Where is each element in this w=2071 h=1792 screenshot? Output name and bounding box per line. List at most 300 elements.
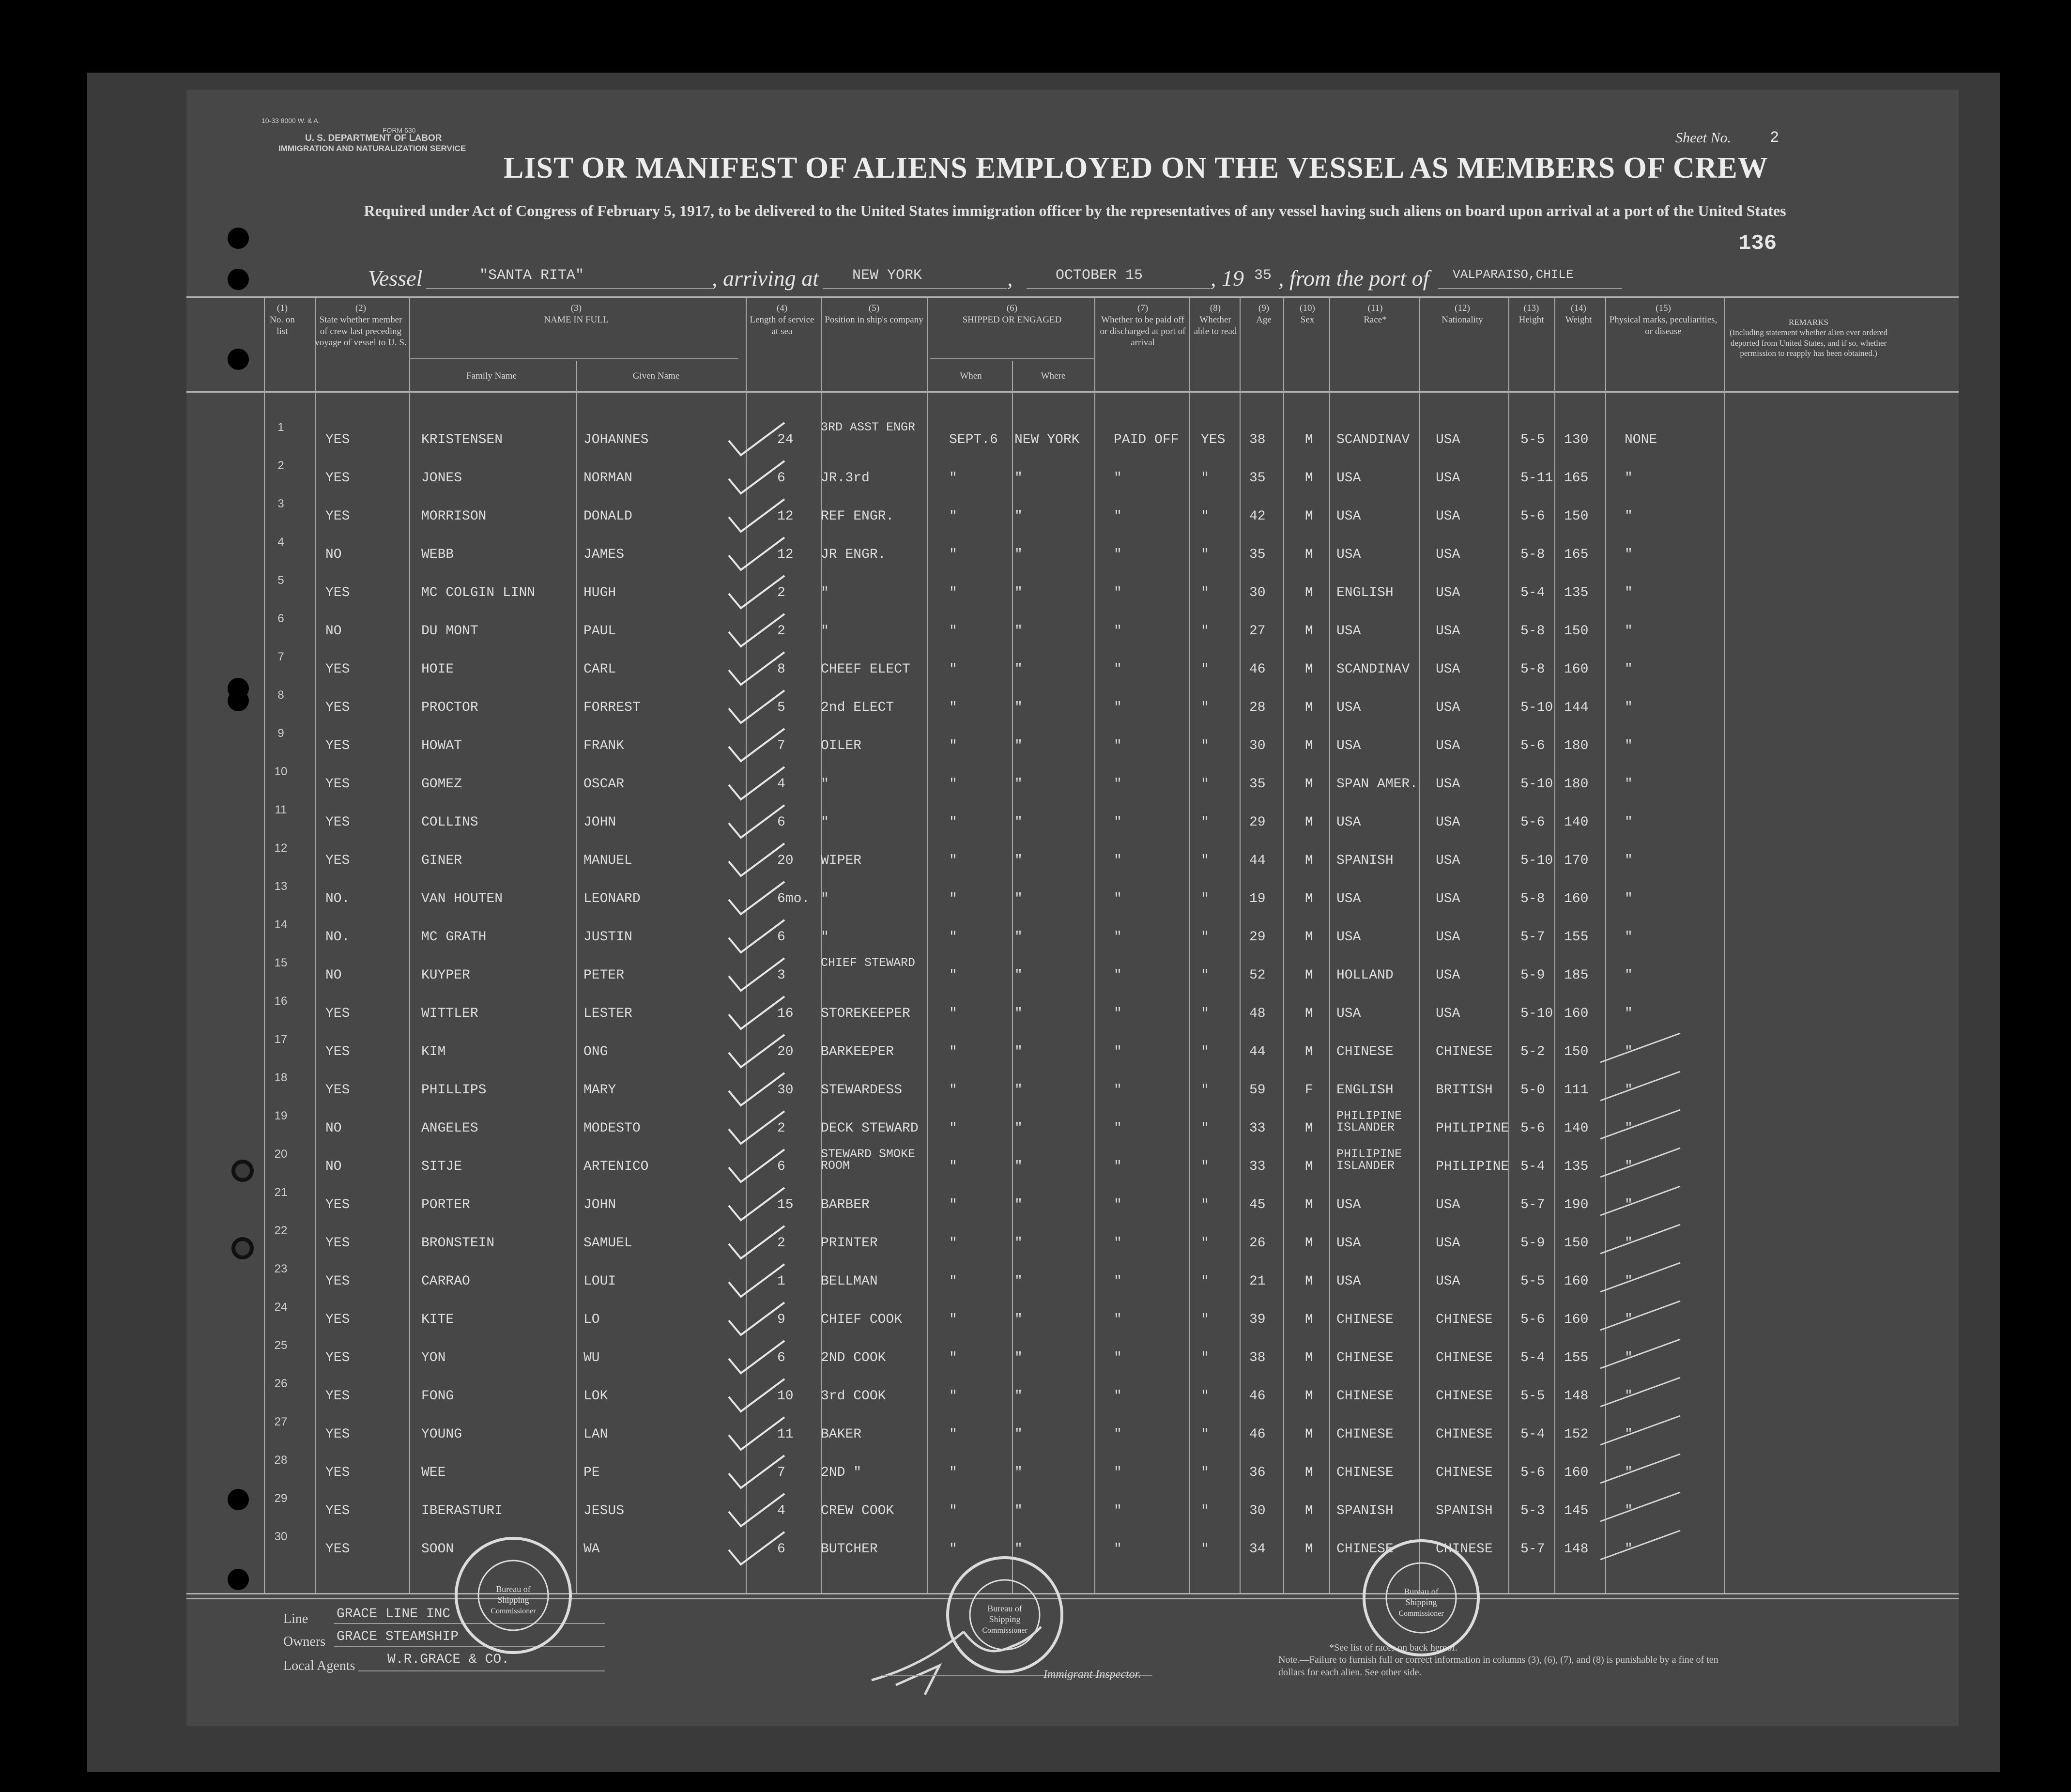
- header-age: (9) Age: [1256, 303, 1272, 325]
- cell-sex: M: [1305, 471, 1313, 486]
- header-prev-voyage: (2) State whether member of crew last preceding voyage of vessel to U. S.: [315, 303, 407, 348]
- cell-race: HOLLAND: [1336, 968, 1394, 983]
- header-able-to-read: (8) Whether able to read: [1194, 303, 1237, 337]
- cell-weight: 145: [1564, 1503, 1589, 1518]
- cell-family: YON: [421, 1350, 446, 1365]
- cell-family: HOWAT: [421, 738, 462, 753]
- sheet-no-label: Sheet No.: [1675, 130, 1731, 146]
- port-of-balboa-stamp: [453, 1535, 574, 1656]
- cell-where: ": [1014, 1465, 1023, 1480]
- cell-where: ": [1014, 1503, 1023, 1518]
- cell-where: ": [1014, 509, 1023, 524]
- cell-when: ": [949, 1350, 957, 1365]
- cell-family: JONES: [421, 471, 462, 486]
- cell-nat: BRITISH: [1436, 1083, 1493, 1098]
- cell-family: KIM: [421, 1044, 446, 1059]
- cell-sex: M: [1305, 1159, 1313, 1174]
- row-number: 16: [274, 995, 288, 1008]
- check-mark-icon: [726, 801, 789, 840]
- cell-height: 5-10: [1520, 853, 1553, 868]
- cell-family: WEBB: [421, 547, 454, 562]
- cell-height: 5-8: [1520, 624, 1545, 639]
- cell-read: ": [1201, 1197, 1209, 1212]
- remark-slash-mark: [1598, 1528, 1685, 1562]
- cell-paid: ": [1114, 471, 1122, 486]
- cell-where: ": [1014, 815, 1023, 830]
- header-nationality: (12) Nationality: [1442, 303, 1483, 325]
- cell-paid: ": [1114, 930, 1122, 945]
- cell-age: 46: [1249, 1427, 1266, 1442]
- table-top-rule: [186, 296, 1959, 298]
- cell-position: REF ENGR.: [821, 509, 894, 524]
- cell-family: KRISTENSEN: [421, 432, 503, 447]
- cell-sex: M: [1305, 1236, 1313, 1251]
- cell-given: PETER: [583, 968, 625, 983]
- underline: [1027, 288, 1211, 289]
- cell-height: 5-0: [1520, 1083, 1545, 1098]
- cell-service: 3: [777, 968, 785, 983]
- cell-paid: ": [1114, 1274, 1122, 1289]
- cell-given: FORREST: [583, 700, 641, 715]
- check-mark-icon: [726, 954, 789, 993]
- row-number: 25: [274, 1339, 288, 1352]
- column-rule: [1508, 296, 1509, 1593]
- cell-marks: ": [1625, 1159, 1633, 1174]
- cell-paid: ": [1114, 777, 1122, 792]
- cell-height: 5-6: [1520, 509, 1545, 524]
- cell-when: ": [949, 662, 957, 677]
- cell-service: 24: [777, 432, 794, 447]
- cell-given: LOK: [583, 1389, 608, 1404]
- cell-read: ": [1201, 585, 1209, 600]
- cell-prev: NO: [325, 968, 342, 983]
- cell-prev: YES: [325, 1427, 350, 1442]
- cell-race: CHINESE: [1336, 1312, 1394, 1327]
- cell-read: ": [1201, 1427, 1209, 1442]
- row-number: 26: [274, 1377, 288, 1390]
- cell-service: 20: [777, 853, 794, 868]
- row-number: 21: [274, 1186, 288, 1199]
- cell-height: 5-9: [1520, 1236, 1545, 1251]
- cell-height: 5-4: [1520, 1350, 1545, 1365]
- cell-read: ": [1201, 662, 1209, 677]
- cell-family: BRONSTEIN: [421, 1236, 495, 1251]
- cell-when: ": [949, 1503, 957, 1518]
- cell-marks: ": [1625, 1503, 1633, 1518]
- cell-paid: ": [1114, 1350, 1122, 1365]
- cell-paid: ": [1114, 968, 1122, 983]
- cell-weight: 165: [1564, 547, 1589, 562]
- check-mark-icon: [726, 1107, 789, 1146]
- cell-nat: CHINESE: [1436, 1312, 1493, 1327]
- cell-prev: NO: [325, 547, 342, 562]
- remark-slash-mark: [1598, 1146, 1685, 1179]
- from-port-label: , from the port of: [1278, 266, 1429, 291]
- cell-given: ONG: [583, 1044, 608, 1059]
- inspector-label: Immigrant Inspector.: [1043, 1668, 1141, 1681]
- header-bottom-rule: [186, 391, 1959, 393]
- column-rule: [1012, 361, 1013, 1593]
- column-rule: [576, 361, 577, 1593]
- cell-position: STEWARD SMOKE ROOM: [821, 1147, 916, 1173]
- cell-when: ": [949, 547, 957, 562]
- cell-sex: M: [1305, 777, 1313, 792]
- remark-slash-mark: [1598, 1222, 1685, 1256]
- cell-sex: M: [1305, 1197, 1313, 1212]
- cell-position: CHIEF COOK: [821, 1312, 903, 1327]
- cell-when: ": [949, 1389, 957, 1404]
- cell-when: ": [949, 930, 957, 945]
- cell-prev: YES: [325, 432, 350, 447]
- remark-slash-mark: [1598, 1413, 1685, 1447]
- cell-prev: YES: [325, 1312, 350, 1327]
- cell-weight: 165: [1564, 471, 1589, 486]
- service-name: IMMIGRATION AND NATURALIZATION SERVICE: [278, 144, 466, 153]
- cell-height: 5-7: [1520, 1542, 1545, 1557]
- cell-family: COLLINS: [421, 815, 478, 830]
- form-code: 10-33 8000 W. & A.: [261, 117, 320, 124]
- cell-weight: 135: [1564, 585, 1589, 600]
- cell-prev: YES: [325, 1083, 350, 1098]
- cell-race: USA: [1336, 930, 1361, 945]
- row-number: 5: [277, 574, 284, 587]
- cell-given: LOUI: [583, 1274, 616, 1289]
- cell-height: 5-5: [1520, 1389, 1545, 1404]
- header-when: When: [960, 371, 982, 381]
- cell-service: 12: [777, 509, 794, 524]
- row-number: 4: [277, 536, 284, 549]
- header-no-on-list: (1) No. on list: [270, 303, 295, 337]
- cell-marks: ": [1625, 509, 1633, 524]
- cell-read: ": [1201, 930, 1209, 945]
- cell-age: 46: [1249, 1389, 1266, 1404]
- cell-sex: M: [1305, 624, 1313, 639]
- column-rule: [315, 296, 316, 1593]
- check-mark-icon: [726, 1069, 789, 1108]
- row-number: 3: [277, 497, 284, 510]
- cell-weight: 140: [1564, 815, 1589, 830]
- cell-age: 38: [1249, 432, 1266, 447]
- cell-paid: ": [1114, 1159, 1122, 1174]
- cell-given: MODESTO: [583, 1121, 641, 1136]
- cell-nat: SPANISH: [1436, 1503, 1493, 1518]
- remark-slash-mark: [1598, 1031, 1685, 1065]
- cell-given: MANUEL: [583, 853, 632, 868]
- cell-age: 48: [1249, 1006, 1266, 1021]
- cell-nat: USA: [1436, 1006, 1460, 1021]
- cell-marks: ": [1625, 930, 1633, 945]
- cell-family: WITTLER: [421, 1006, 478, 1021]
- cell-marks: ": [1625, 891, 1633, 906]
- cell-nat: USA: [1436, 853, 1460, 868]
- cell-sex: M: [1305, 1274, 1313, 1289]
- cell-nat: CHINESE: [1436, 1389, 1493, 1404]
- svg-text:Bureau of: Bureau of: [496, 1584, 531, 1594]
- header-weight: (14) Weight: [1565, 303, 1592, 325]
- cell-race: CHINESE: [1336, 1542, 1394, 1557]
- cell-race: USA: [1336, 471, 1361, 486]
- cell-prev: YES: [325, 1197, 350, 1212]
- cell-sex: M: [1305, 547, 1313, 562]
- port-of-balboa-stamp: [944, 1554, 1065, 1675]
- cell-height: 5-6: [1520, 1465, 1545, 1480]
- cell-given: LO: [583, 1312, 600, 1327]
- cell-prev: YES: [325, 1236, 350, 1251]
- cell-when: ": [949, 1465, 957, 1480]
- cell-nat: USA: [1436, 1274, 1460, 1289]
- cell-weight: 150: [1564, 1044, 1589, 1059]
- cell-sex: M: [1305, 853, 1313, 868]
- cell-height: 5-3: [1520, 1503, 1545, 1518]
- cell-height: 5-5: [1520, 1274, 1545, 1289]
- cell-nat: USA: [1436, 968, 1460, 983]
- check-mark-icon: [726, 1337, 789, 1376]
- cell-marks: ": [1625, 1044, 1633, 1059]
- header-race: (11) Race*: [1364, 303, 1387, 325]
- cell-position: ": [821, 891, 829, 906]
- cell-race: USA: [1336, 891, 1361, 906]
- cell-position: JR.3rd: [821, 471, 870, 486]
- check-mark-icon: [726, 1299, 789, 1337]
- cell-paid: ": [1114, 624, 1122, 639]
- cell-position: CHIEF STEWARD: [821, 956, 916, 970]
- cell-marks: ": [1625, 815, 1633, 830]
- column-rule: [1329, 296, 1330, 1593]
- column-rule: [1554, 296, 1555, 1593]
- binder-hole: [228, 349, 249, 370]
- cell-prev: NO: [325, 624, 342, 639]
- cell-where: ": [1014, 1274, 1023, 1289]
- check-mark-icon: [726, 725, 789, 764]
- cell-height: 5-4: [1520, 1427, 1545, 1442]
- check-mark-icon: [726, 419, 789, 458]
- cell-position: OILER: [821, 738, 862, 753]
- cell-where: ": [1014, 1044, 1023, 1059]
- cell-age: 33: [1249, 1121, 1266, 1136]
- cell-age: 42: [1249, 509, 1266, 524]
- cell-read: ": [1201, 509, 1209, 524]
- cell-race: USA: [1336, 1197, 1361, 1212]
- form-number: FORM 630: [383, 126, 416, 134]
- svg-text:Shipping: Shipping: [1405, 1597, 1437, 1607]
- cell-read: ": [1201, 700, 1209, 715]
- local-agents-label: Local Agents: [283, 1658, 355, 1673]
- cell-service: 2: [777, 585, 785, 600]
- cell-nat: USA: [1436, 1197, 1460, 1212]
- cell-position: CHEEF ELECT: [821, 662, 910, 677]
- cell-family: GOMEZ: [421, 777, 462, 792]
- cell-service: 16: [777, 1006, 794, 1021]
- cell-paid: ": [1114, 1427, 1122, 1442]
- stamped-number: 136: [1738, 231, 1777, 256]
- cell-weight: 170: [1564, 853, 1589, 868]
- cell-race: USA: [1336, 624, 1361, 639]
- comma-separator: ,: [1007, 266, 1013, 291]
- cell-age: 30: [1249, 1503, 1266, 1518]
- cell-where: ": [1014, 738, 1023, 753]
- cell-family: ANGELES: [421, 1121, 478, 1136]
- cell-weight: 155: [1564, 1350, 1589, 1365]
- cell-family: PHILLIPS: [421, 1083, 487, 1098]
- cell-sex: M: [1305, 1350, 1313, 1365]
- cell-position: DECK STEWARD: [821, 1121, 919, 1136]
- cell-race: CHINESE: [1336, 1389, 1394, 1404]
- cell-position: BUTCHER: [821, 1542, 878, 1557]
- cell-marks: ": [1625, 1274, 1633, 1289]
- check-mark-icon: [726, 1490, 789, 1529]
- cell-read: ": [1201, 1083, 1209, 1098]
- cell-marks: ": [1625, 700, 1633, 715]
- cell-family: YOUNG: [421, 1427, 462, 1442]
- cell-prev: YES: [325, 815, 350, 830]
- cell-where: ": [1014, 930, 1023, 945]
- cell-prev: YES: [325, 1542, 350, 1557]
- column-rule: [264, 296, 265, 1593]
- cell-prev: NO: [325, 1121, 342, 1136]
- cell-age: 27: [1249, 624, 1266, 639]
- cell-weight: 130: [1564, 432, 1589, 447]
- cell-position: ": [821, 624, 829, 639]
- cell-marks: NONE: [1625, 432, 1657, 447]
- line-value: GRACE LINE INC: [337, 1607, 451, 1622]
- check-mark-icon: [726, 878, 789, 917]
- cell-family: SOON: [421, 1542, 454, 1557]
- cell-read: ": [1201, 1274, 1209, 1289]
- cell-family: SITJE: [421, 1159, 462, 1174]
- vessel-label: Vessel: [368, 266, 423, 291]
- cell-weight: 180: [1564, 738, 1589, 753]
- cell-where: ": [1014, 1350, 1023, 1365]
- cell-paid: ": [1114, 815, 1122, 830]
- cell-when: ": [949, 509, 957, 524]
- cell-where: ": [1014, 968, 1023, 983]
- check-mark-icon: [726, 1031, 789, 1070]
- cell-sex: M: [1305, 1312, 1313, 1327]
- cell-marks: ": [1625, 1427, 1633, 1442]
- check-mark-icon: [726, 495, 789, 534]
- cell-prev: YES: [325, 471, 350, 486]
- cell-given: SAMUEL: [583, 1236, 632, 1251]
- cell-family: VAN HOUTEN: [421, 891, 503, 906]
- cell-nat: CHINESE: [1436, 1427, 1493, 1442]
- remark-slash-mark: [1598, 1260, 1685, 1294]
- cell-marks: ": [1625, 1542, 1633, 1557]
- year-prefix: , 19: [1211, 266, 1244, 291]
- line-label: Line: [283, 1611, 308, 1626]
- penalty-note: Note.—Failure to furnish full or correct information in columns (3), (6), (7), and (8) is punishable by a fine of ten dollars for each alien. See other side.: [1278, 1654, 1718, 1678]
- cell-age: 36: [1249, 1465, 1266, 1480]
- row-number: 27: [274, 1415, 288, 1428]
- cell-weight: 150: [1564, 509, 1589, 524]
- cell-sex: M: [1305, 509, 1313, 524]
- cell-height: 5-9: [1520, 968, 1545, 983]
- cell-height: 5-8: [1520, 662, 1545, 677]
- cell-race: USA: [1336, 509, 1361, 524]
- check-mark-icon: [726, 1222, 789, 1261]
- cell-prev: YES: [325, 585, 350, 600]
- column-rule: [409, 296, 410, 1593]
- underline: [823, 288, 1007, 289]
- cell-weight: 160: [1564, 891, 1589, 906]
- cell-family: PROCTOR: [421, 700, 478, 715]
- table-bottom-rule: [186, 1593, 1959, 1594]
- cell-race: SPAN AMER.: [1336, 777, 1418, 792]
- cell-paid: ": [1114, 1312, 1122, 1327]
- cell-given: NORMAN: [583, 471, 632, 486]
- svg-text:Commissioner: Commissioner: [491, 1607, 536, 1615]
- check-mark-icon: [726, 648, 789, 687]
- cell-when: ": [949, 585, 957, 600]
- cell-height: 5-6: [1520, 738, 1545, 753]
- cell-paid: ": [1114, 1083, 1122, 1098]
- cell-service: 12: [777, 547, 794, 562]
- cell-position: 2ND ": [821, 1465, 862, 1480]
- cell-read: ": [1201, 968, 1209, 983]
- cell-sex: M: [1305, 432, 1313, 447]
- cell-position: BELLMAN: [821, 1274, 878, 1289]
- column-rule: [1283, 296, 1284, 1593]
- cell-when: ": [949, 968, 957, 983]
- cell-age: 46: [1249, 662, 1266, 677]
- cell-where: ": [1014, 891, 1023, 906]
- cell-paid: ": [1114, 1465, 1122, 1480]
- binder-hole: [228, 1569, 249, 1590]
- row-number: 11: [275, 803, 287, 816]
- cell-read: ": [1201, 1044, 1209, 1059]
- cell-marks: ": [1625, 471, 1633, 486]
- svg-text:Shipping: Shipping: [989, 1614, 1021, 1624]
- cell-position: CREW COOK: [821, 1503, 894, 1518]
- cell-given: WA: [583, 1542, 600, 1557]
- row-number: 12: [274, 842, 288, 855]
- cell-marks: ": [1625, 1197, 1633, 1212]
- arrival-year: 35: [1254, 267, 1272, 284]
- cell-position: BARBER: [821, 1197, 870, 1212]
- cell-family: KUYPER: [421, 968, 470, 983]
- binder-hole: [228, 690, 249, 711]
- cell-paid: ": [1114, 1236, 1122, 1251]
- cell-nat: CHINESE: [1436, 1350, 1493, 1365]
- cell-prev: YES: [325, 700, 350, 715]
- svg-text:Commissioner: Commissioner: [1398, 1609, 1444, 1618]
- cell-service: 6: [777, 1542, 785, 1557]
- cell-height: 5-10: [1520, 1006, 1553, 1021]
- cell-when: ": [949, 1121, 957, 1136]
- cell-weight: 111: [1564, 1083, 1589, 1098]
- cell-when: ": [949, 700, 957, 715]
- cell-paid: ": [1114, 700, 1122, 715]
- cell-paid: ": [1114, 662, 1122, 677]
- cell-age: 30: [1249, 738, 1266, 753]
- column-rule: [1724, 296, 1725, 1593]
- cell-height: 5-11: [1520, 471, 1553, 486]
- cell-nat: PHILIPINE: [1436, 1159, 1509, 1174]
- page-title: LIST OR MANIFEST OF ALIENS EMPLOYED ON THE VESSEL AS MEMBERS OF CREW: [504, 152, 1768, 184]
- remark-slash-mark: [1598, 1375, 1685, 1409]
- cell-where: ": [1014, 1083, 1023, 1098]
- races-note: *See list of races on back hereof.: [1329, 1642, 1457, 1653]
- cell-nat: USA: [1436, 662, 1460, 677]
- cell-paid: ": [1114, 1044, 1122, 1059]
- cell-prev: NO.: [325, 930, 350, 945]
- cell-marks: ": [1625, 968, 1633, 983]
- row-number: 20: [274, 1148, 288, 1161]
- cell-marks: ": [1625, 738, 1633, 753]
- cell-when: ": [949, 1159, 957, 1174]
- row-number: 9: [277, 727, 284, 740]
- row-number: 22: [274, 1224, 288, 1237]
- cell-marks: ": [1625, 585, 1633, 600]
